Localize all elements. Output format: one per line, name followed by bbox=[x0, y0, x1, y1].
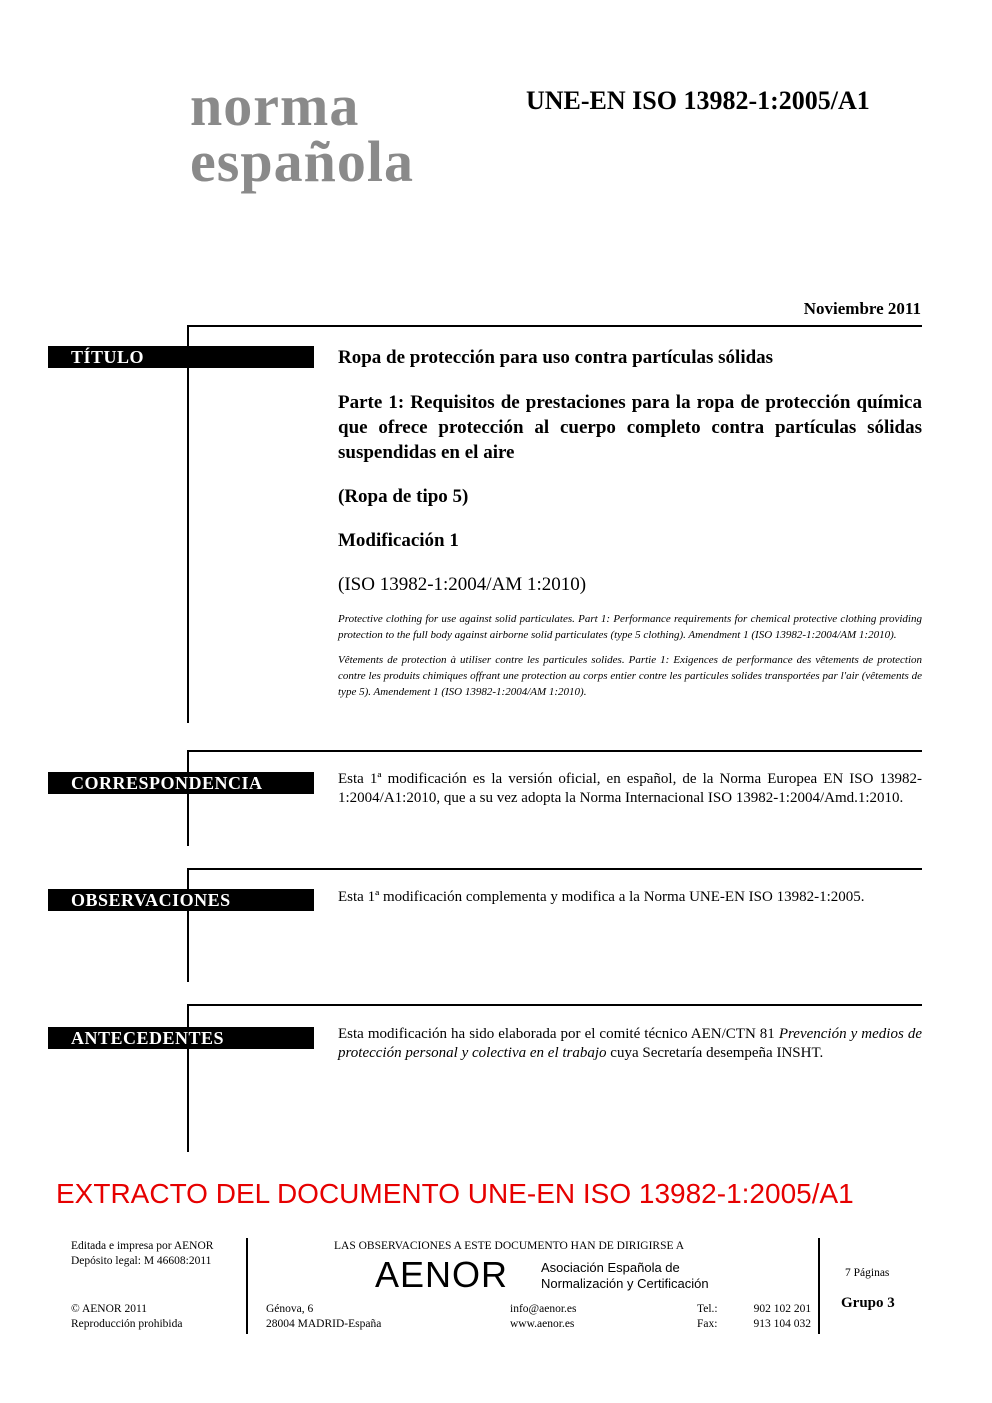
footer-fax-label: Fax: bbox=[697, 1318, 718, 1330]
extract-watermark: EXTRACTO DEL DOCUMENTO UNE-EN ISO 13982-1:2005/A1 bbox=[56, 1178, 854, 1209]
section-divider-horizontal bbox=[187, 1004, 922, 1006]
footer-pages: 7 Páginas bbox=[845, 1267, 890, 1279]
section-label-observaciones: OBSERVACIONES bbox=[48, 889, 314, 911]
correspondencia-text: Esta 1ª modificación es la versión oficial, en español, de la Norma Europea EN ISO 13982-1:2004/A1:2010, que a su vez adopta la Norma Internacional ISO 13982-1:2004/Amd.1:2010. bbox=[338, 771, 922, 806]
footer-reproduction: Reproducción prohibida bbox=[71, 1318, 183, 1330]
footer-tel-label: Tel.: bbox=[697, 1303, 718, 1315]
aenor-full-line-2: Normalización y Certificación bbox=[541, 1276, 709, 1291]
aenor-full-line-1: Asociación Española de bbox=[541, 1260, 680, 1275]
section-divider-horizontal bbox=[187, 325, 922, 327]
footer-divider bbox=[818, 1238, 820, 1334]
brand-line-2: española bbox=[190, 129, 414, 194]
footer-copyright: © AENOR 2011 bbox=[71, 1303, 148, 1315]
section-divider-vertical bbox=[187, 868, 189, 982]
brand-line-1: norma bbox=[190, 73, 360, 138]
correspondencia-content bbox=[338, 770, 922, 808]
footer-edited: Editada e impresa por AENOR bbox=[71, 1240, 214, 1252]
antecedentes-text-pre: Esta modificación ha sido elaborada por el comité técnico AEN/CTN 81 bbox=[338, 1026, 779, 1042]
footer-divider bbox=[246, 1238, 248, 1334]
section-label-correspondencia: CORRESPONDENCIA bbox=[48, 772, 314, 794]
footer-address-2: 28004 MADRID-España bbox=[266, 1318, 382, 1330]
section-divider-horizontal bbox=[187, 750, 922, 752]
observaciones-content bbox=[338, 888, 922, 907]
french-title: Vêtements de protection à utiliser contre les particules solides. Partie 1: Exigences de performance des vêtements de protection contre les produits chimiques offrant une protection au corps entier contre les particules solides transportées par l'air (vêtements de type 5). Amendement 1 (ISO 13982-1:2004/AM 1:2010). bbox=[338, 654, 922, 698]
footer-group: Grupo 3 bbox=[841, 1295, 895, 1311]
footer-address-1: Génova, 6 bbox=[266, 1303, 314, 1315]
footer-email[interactable]: info@aenor.es bbox=[510, 1303, 577, 1315]
section-divider-vertical bbox=[187, 750, 189, 846]
footer-deposit: Depósito legal: M 46608:2011 bbox=[71, 1255, 212, 1267]
english-title: Protective clothing for use against solid particulates. Part 1: Performance requirements for chemical protective clothing providing protection to the full body against airborne solid particulates (type 5 clothing). Amendment 1 (ISO 13982-1:2004/AM 1:2010). bbox=[338, 613, 922, 641]
footer-fax: 913 104 032 bbox=[753, 1318, 811, 1330]
antecedentes-content bbox=[338, 1025, 922, 1063]
footer-web[interactable]: www.aenor.es bbox=[510, 1318, 575, 1330]
main-title: Ropa de protección para uso contra partículas sólidas bbox=[338, 347, 774, 368]
brand-title bbox=[190, 73, 414, 194]
footer-contact-phone bbox=[697, 1302, 811, 1332]
footer-address bbox=[266, 1302, 381, 1332]
observaciones-text: Esta 1ª modificación complementa y modifica a la Norma UNE-EN ISO 13982-1:2005. bbox=[338, 889, 865, 905]
antecedentes-committee-name: Prevención y medios de protección personal y colectiva en el trabajo bbox=[338, 1026, 922, 1061]
section-label-antecedentes: ANTECEDENTES bbox=[48, 1027, 314, 1049]
footer-tel: 902 102 201 bbox=[753, 1303, 812, 1315]
standard-code: UNE-EN ISO 13982-1:2005/A1 bbox=[526, 86, 870, 115]
footer-observations-note: LAS OBSERVACIONES A ESTE DOCUMENTO HAN DE DIRIGIRSE A bbox=[334, 1240, 685, 1252]
section-label-titulo: TÍTULO bbox=[48, 346, 314, 368]
section-divider-horizontal bbox=[187, 868, 922, 870]
antecedentes-text bbox=[338, 1025, 922, 1063]
section-divider-vertical bbox=[187, 325, 189, 723]
footer-contact-online bbox=[510, 1302, 576, 1332]
titulo-content bbox=[338, 346, 922, 700]
footer-edition-info bbox=[71, 1239, 213, 1269]
aenor-full-name bbox=[541, 1260, 709, 1292]
footer-copyright-info bbox=[71, 1302, 182, 1332]
iso-reference: (ISO 13982-1:2004/AM 1:2010) bbox=[338, 574, 587, 595]
publication-date: Noviembre 2011 bbox=[803, 299, 921, 318]
aenor-logo: AENOR bbox=[375, 1254, 509, 1295]
modification-title: Modificación 1 bbox=[338, 530, 459, 551]
clothing-type: (Ropa de tipo 5) bbox=[338, 486, 469, 507]
part-title: Parte 1: Requisitos de prestaciones para la ropa de protección química que ofrece protección al cuerpo completo contra partículas sólidas suspendidas en el aire bbox=[338, 392, 922, 463]
antecedentes-text-post: cuya Secretaría desempeña INSHT. bbox=[606, 1045, 824, 1061]
